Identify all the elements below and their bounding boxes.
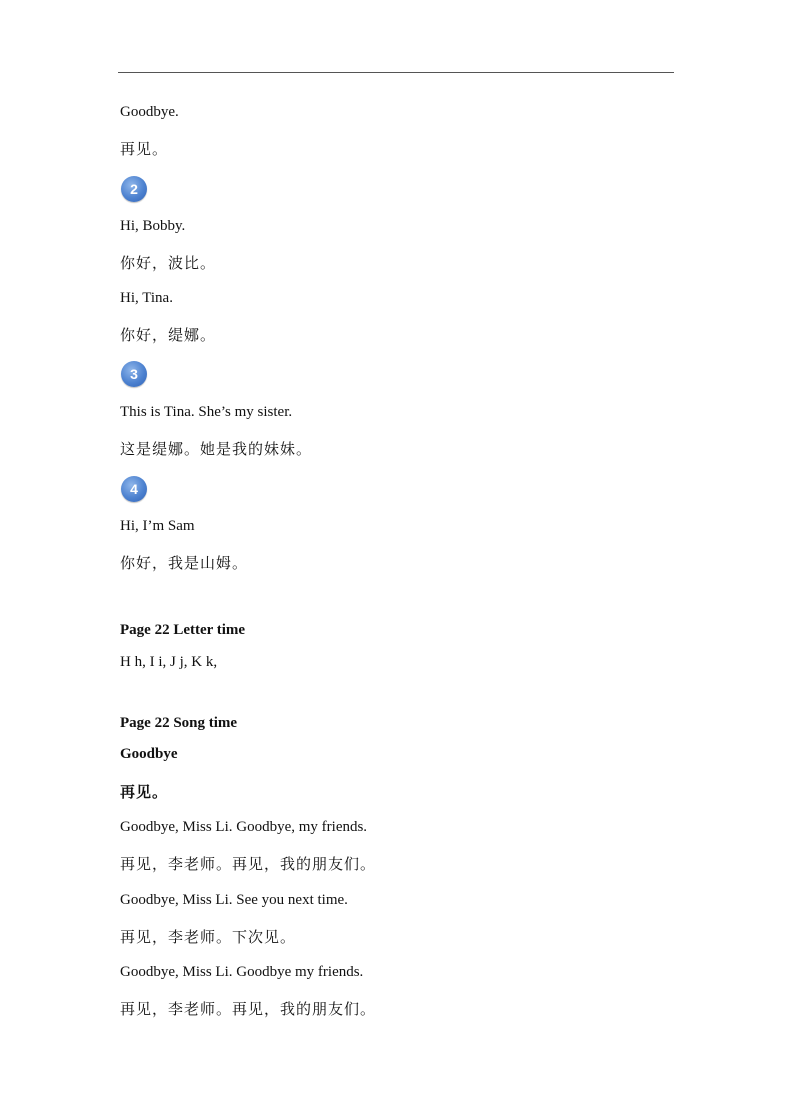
dialogue-line-en: Hi, Bobby. [120, 218, 186, 234]
dialogue-line-zh: 你好，我是山姆。 [120, 554, 249, 572]
number-badge-3: 3 [121, 361, 147, 387]
dialogue-line-zh: 你好，波比。 [120, 254, 217, 272]
lyric-line-zh: 再见，李老师。下次见。 [120, 928, 297, 946]
section-heading-letter-time: Page 22 Letter time [120, 622, 246, 638]
song-title-zh: 再见。 [120, 783, 169, 801]
lyric-line-zh: 再见，李老师。再见，我的朋友们。 [120, 855, 377, 873]
lyric-line-zh: 再见，李老师。再见，我的朋友们。 [120, 1000, 377, 1018]
dialogue-line-zh: 再见。 [120, 140, 169, 158]
dialogue-line-en: Goodbye. [120, 104, 179, 120]
lyric-line-en: Goodbye, Miss Li. Goodbye my friends. [120, 964, 364, 980]
dialogue-line-zh: 你好，缇娜。 [120, 326, 217, 344]
dialogue-line-en: Hi, I’m Sam [120, 518, 195, 534]
header-rule [118, 72, 674, 73]
dialogue-line-en: Hi, Tina. [120, 290, 173, 306]
lyric-line-en: Goodbye, Miss Li. See you next time. [120, 892, 348, 908]
dialogue-line-en: This is Tina. She’s my sister. [120, 404, 293, 420]
song-title-en: Goodbye [120, 746, 178, 762]
letters-line: H h, I i, J j, K k, [120, 654, 218, 670]
number-badge-2: 2 [121, 176, 147, 202]
lyric-line-en: Goodbye, Miss Li. Goodbye, my friends. [120, 819, 368, 835]
section-heading-song-time: Page 22 Song time [120, 715, 238, 731]
dialogue-line-zh: 这是缇娜。她是我的妹妹。 [120, 440, 313, 458]
number-badge-4: 4 [121, 476, 147, 502]
